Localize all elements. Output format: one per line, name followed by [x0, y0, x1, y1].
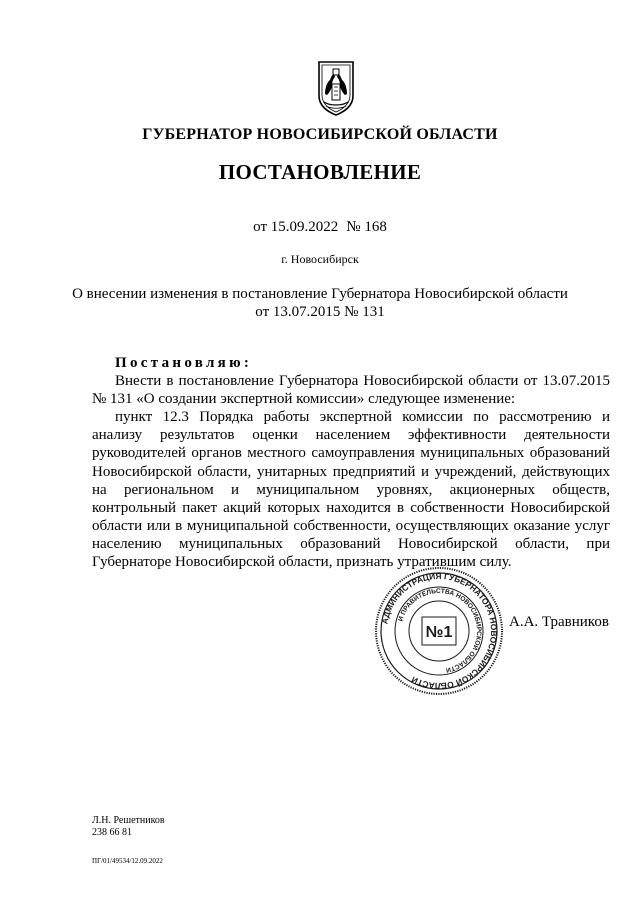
document-date: от 15.09.2022 — [253, 219, 339, 235]
seal-inner-text: И ПРАВИТЕЛЬСТВА НОВОСИБИРСКОЙ ОБЛАСТИ — [397, 587, 483, 674]
subject-line-2: от 13.07.2015 № 131 — [255, 304, 385, 320]
official-seal — [374, 566, 504, 696]
document-body — [92, 354, 610, 571]
document-type: ПОСТАНОВЛЕНИЕ — [218, 160, 422, 184]
document-number: № 168 — [346, 219, 387, 235]
document-reference: ПГ/01/49534/12.09.2022 — [92, 857, 163, 865]
executor-phone: 238 66 81 — [92, 827, 132, 838]
seal-outer-text: АДМИНИСТРАЦИЯ ГУБЕРНАТОРА НОВОСИБИРСКОЙ ОБЛАСТИ — [379, 570, 500, 692]
body-paragraph-2: пункт 12.3 Порядка работы экспертной комиссии по рассмотрению и анализу результатов оценки населением эффективности деятельности руководителей органов местного самоуправления муниципальных образований Новосибирской области, унитарных предприятий и учреждений, действующих на региональном и муниципальном уровнях, акционерных обществ, контрольный пакет акций которых находится в собственности Новосибирской области или в муниципальной собственности, осуществляющих оказание услуг населению муниципальных образований Новосибирской области, при Губернаторе Новосибирской области, признать утратившим силу. — [92, 409, 610, 571]
date-number-line — [0, 219, 640, 236]
org-title: ГУБЕРНАТОР НОВОСИБИРСКОЙ ОБЛАСТИ — [142, 126, 498, 143]
coat-of-arms-icon — [316, 60, 356, 116]
executor-info — [92, 815, 165, 839]
document-subject — [0, 285, 640, 321]
seal-center-number: №1 — [425, 624, 453, 641]
body-paragraph-1: Внести в постановление Губернатора Новосибирской области от 13.07.2015 № 131 «О создании экспертной комиссии» следующее изменение: — [92, 373, 610, 408]
subject-line-1: О внесении изменения в постановление Губернатора Новосибирской области — [72, 286, 568, 302]
resolve-heading: Постановляю: — [115, 355, 253, 371]
city-name: г. Новосибирск — [281, 252, 359, 266]
signer-name: А.А. Травников — [509, 614, 609, 630]
executor-name: Л.Н. Решетников — [92, 815, 165, 826]
